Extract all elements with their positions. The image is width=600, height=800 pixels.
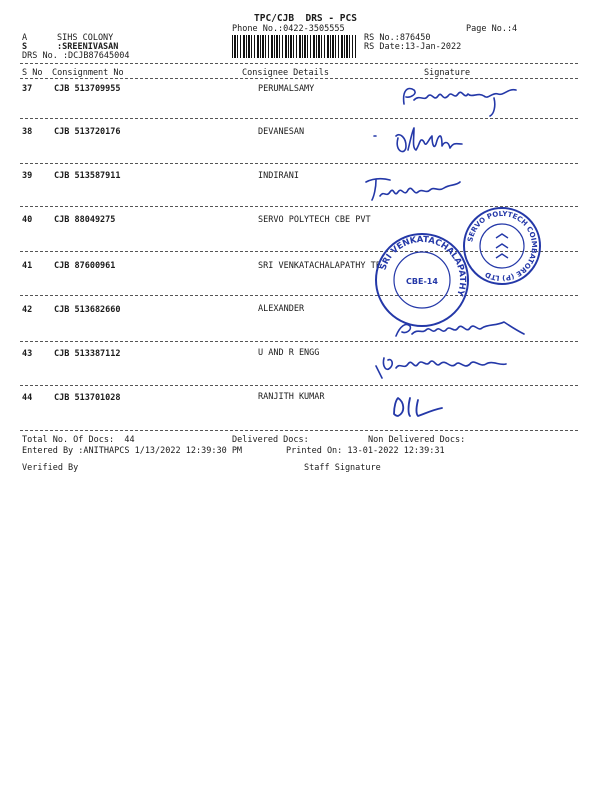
row-consignment: CJB 513701028	[54, 393, 121, 403]
document-title: TPC/CJB DRS - PCS	[254, 13, 357, 24]
row-divider	[20, 295, 578, 296]
staff-value: :SREENIVASAN	[57, 42, 119, 52]
row-consignee: SRI VENKATACHALAPATHY TE	[258, 261, 381, 271]
header-divider	[20, 63, 578, 64]
row-sno: 38	[22, 127, 33, 137]
servo-stamp-text: SERVO POLYTECH COIMBATORE (P) LTD	[466, 209, 539, 283]
row-sno: 44	[22, 393, 33, 403]
row-consignee: INDIRANI	[258, 171, 299, 181]
signature-devanesan	[370, 122, 510, 162]
page-number: Page No.:4	[466, 24, 518, 34]
delivered-docs: Delivered Docs:	[232, 435, 309, 445]
verified-by: Verified By	[22, 463, 79, 473]
row-sno: 42	[22, 305, 33, 315]
row-divider	[20, 163, 578, 164]
col-header-consignee: Consignee Details	[242, 68, 329, 78]
column-header-divider	[20, 78, 578, 79]
row-consignee: PERUMALSAMY	[258, 84, 315, 94]
venkatachalapathy-stamp	[374, 232, 470, 328]
printed-on: Printed On: 13-01-2022 12:39:31	[286, 446, 445, 456]
signature-u-and-r-engg	[370, 348, 530, 380]
col-header-signature: Signature	[424, 68, 471, 78]
signature-ranjith-kumar	[388, 392, 468, 422]
col-header-consignment: Consignment No	[52, 68, 124, 78]
non-delivered-docs: Non Delivered Docs:	[368, 435, 466, 445]
row-consignment: CJB 513387112	[54, 349, 121, 359]
row-consignment: CJB 513709955	[54, 84, 121, 94]
phone-number: Phone No.:0422-3505555	[232, 24, 345, 34]
signature-indirani	[360, 170, 470, 204]
svg-text:SERVO POLYTECH COIMBATORE (P)	[466, 210, 538, 282]
row-consignee: ALEXANDER	[258, 304, 305, 314]
row-sno: 37	[22, 84, 33, 94]
row-consignee: DEVANESAN	[258, 127, 305, 137]
row-divider	[20, 430, 578, 431]
staff-signature: Staff Signature	[304, 463, 381, 473]
row-divider	[20, 118, 578, 119]
row-consignment: CJB 87600961	[54, 261, 116, 271]
area-value: SIHS COLONY	[57, 33, 114, 43]
rs-number: RS No.:876450	[364, 33, 431, 43]
entered-by: Entered By :ANITHAPCS 1/13/2022 12:39:30 PM	[22, 446, 243, 456]
servo-polytech-stamp	[462, 206, 542, 286]
venkatachalapathy-stamp-center: CBE-14	[406, 277, 438, 286]
signature-perumalsamy	[398, 80, 528, 118]
row-consignee: U AND R ENGG	[258, 348, 320, 358]
rs-date: RS Date:13-Jan-2022	[364, 42, 462, 52]
row-consignment: CJB 513587911	[54, 171, 121, 181]
row-sno: 41	[22, 261, 33, 271]
staff-label: S	[22, 42, 28, 52]
drs-number: DRS No. :DCJB87645004	[22, 51, 130, 61]
area-label: A	[22, 33, 28, 43]
row-sno: 39	[22, 171, 33, 181]
total-docs: Total No. Of Docs: 44	[22, 435, 135, 445]
row-consignee: SERVO POLYTECH CBE PVT	[258, 215, 371, 225]
row-sno: 43	[22, 349, 33, 359]
barcode	[232, 35, 356, 58]
col-header-sno: S No	[22, 68, 43, 78]
row-sno: 40	[22, 215, 33, 225]
venkatachalapathy-stamp-text: SRI VENKATACHALAPATHY	[378, 234, 468, 298]
row-consignment: CJB 513682660	[54, 305, 121, 315]
row-divider	[20, 385, 578, 386]
row-consignment: CJB 513720176	[54, 127, 121, 137]
row-consignee: RANJITH KUMAR	[258, 392, 325, 402]
row-consignment: CJB 88049275	[54, 215, 116, 225]
